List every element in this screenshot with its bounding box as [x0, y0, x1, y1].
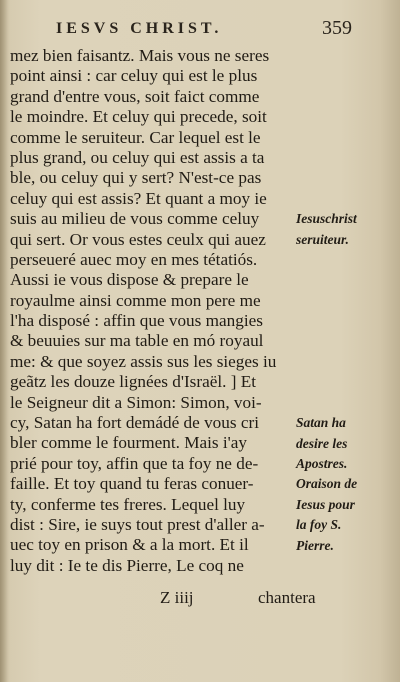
page-header	[56, 12, 356, 42]
margin-note: Pierre.	[296, 537, 334, 553]
text-line: ble, ou celuy qui y sert? N'est-ce pas	[10, 168, 262, 188]
signature-mark: Z iiij	[160, 588, 194, 607]
page-footer	[160, 588, 400, 610]
text-line: perseueré auec moy en mes tétatiós.	[10, 249, 258, 269]
text-line: uec toy en prison & a la mort. Et il	[10, 535, 249, 555]
margin-note: Iesuschrist	[296, 211, 357, 227]
text-line: le moindre. Et celuy qui precede, soit	[10, 107, 267, 127]
text-line: & beuuies sur ma table en mó royaul	[10, 331, 264, 351]
text-line: cy, Satan ha fort demádé de vous cri	[10, 413, 259, 433]
text-line: luy dit : Ie te dis Pierre, Le coq ne	[10, 555, 244, 575]
margin-note: seruiteur.	[296, 231, 349, 247]
text-line: me: & que soyez assis sus les sieges iu	[10, 351, 277, 371]
text-line: suis au milieu de vous comme celuy	[10, 209, 260, 229]
text-line: qui sert. Or vous estes ceulx qui auez	[10, 229, 266, 249]
text-line: mez bien faisantz. Mais vous ne seres	[10, 46, 270, 65]
margin-note: Oraison de	[296, 476, 358, 492]
gutter-shadow	[0, 0, 8, 682]
text-line: point ainsi : car celuy qui est le plus	[10, 66, 258, 86]
text-line: comme le seruiteur. Car lequel est le	[10, 127, 261, 147]
margin-note: Apostres.	[296, 456, 348, 471]
text-line: geãtz les douze lignées d'Israël. ] Et	[10, 372, 257, 392]
margin-note: desire les	[296, 435, 348, 451]
text-line: le Seigneur dit a Simon: Simon, voi-	[10, 392, 262, 412]
text-line: grand d'entre vous, soit faict comme	[10, 86, 260, 106]
body-text	[10, 46, 296, 576]
margin-note: la foy S.	[296, 517, 342, 533]
text-line: bler comme le fourment. Mais i'ay	[10, 433, 247, 453]
text-line: Aussi ie vous dispose & prepare le	[10, 270, 249, 290]
text-line: faille. Et toy quand tu feras conuer-	[10, 474, 254, 494]
text-line: celuy qui est assis? Et quant a moy ie	[10, 188, 267, 208]
text-line: dist : Sire, ie suys tout prest d'aller a-	[10, 514, 265, 534]
margin-note: Satan ha	[296, 415, 346, 431]
text-line: l'ha disposé : affin que vous mangies	[10, 311, 263, 331]
margin-note: Iesus pour	[296, 496, 355, 512]
text-line: royaulme ainsi comme mon pere me	[10, 290, 261, 310]
text-line: ty, conferme tes freres. Lequel luy	[10, 494, 246, 514]
running-head: IESVS CHRIST.	[56, 20, 223, 37]
text-line: plus grand, ou celuy qui est assis a ta	[10, 147, 265, 167]
page-number: 359	[322, 17, 352, 39]
text-line: prié pour toy, affin que ta foy ne de-	[10, 453, 259, 473]
catchword: chantera	[258, 588, 316, 607]
